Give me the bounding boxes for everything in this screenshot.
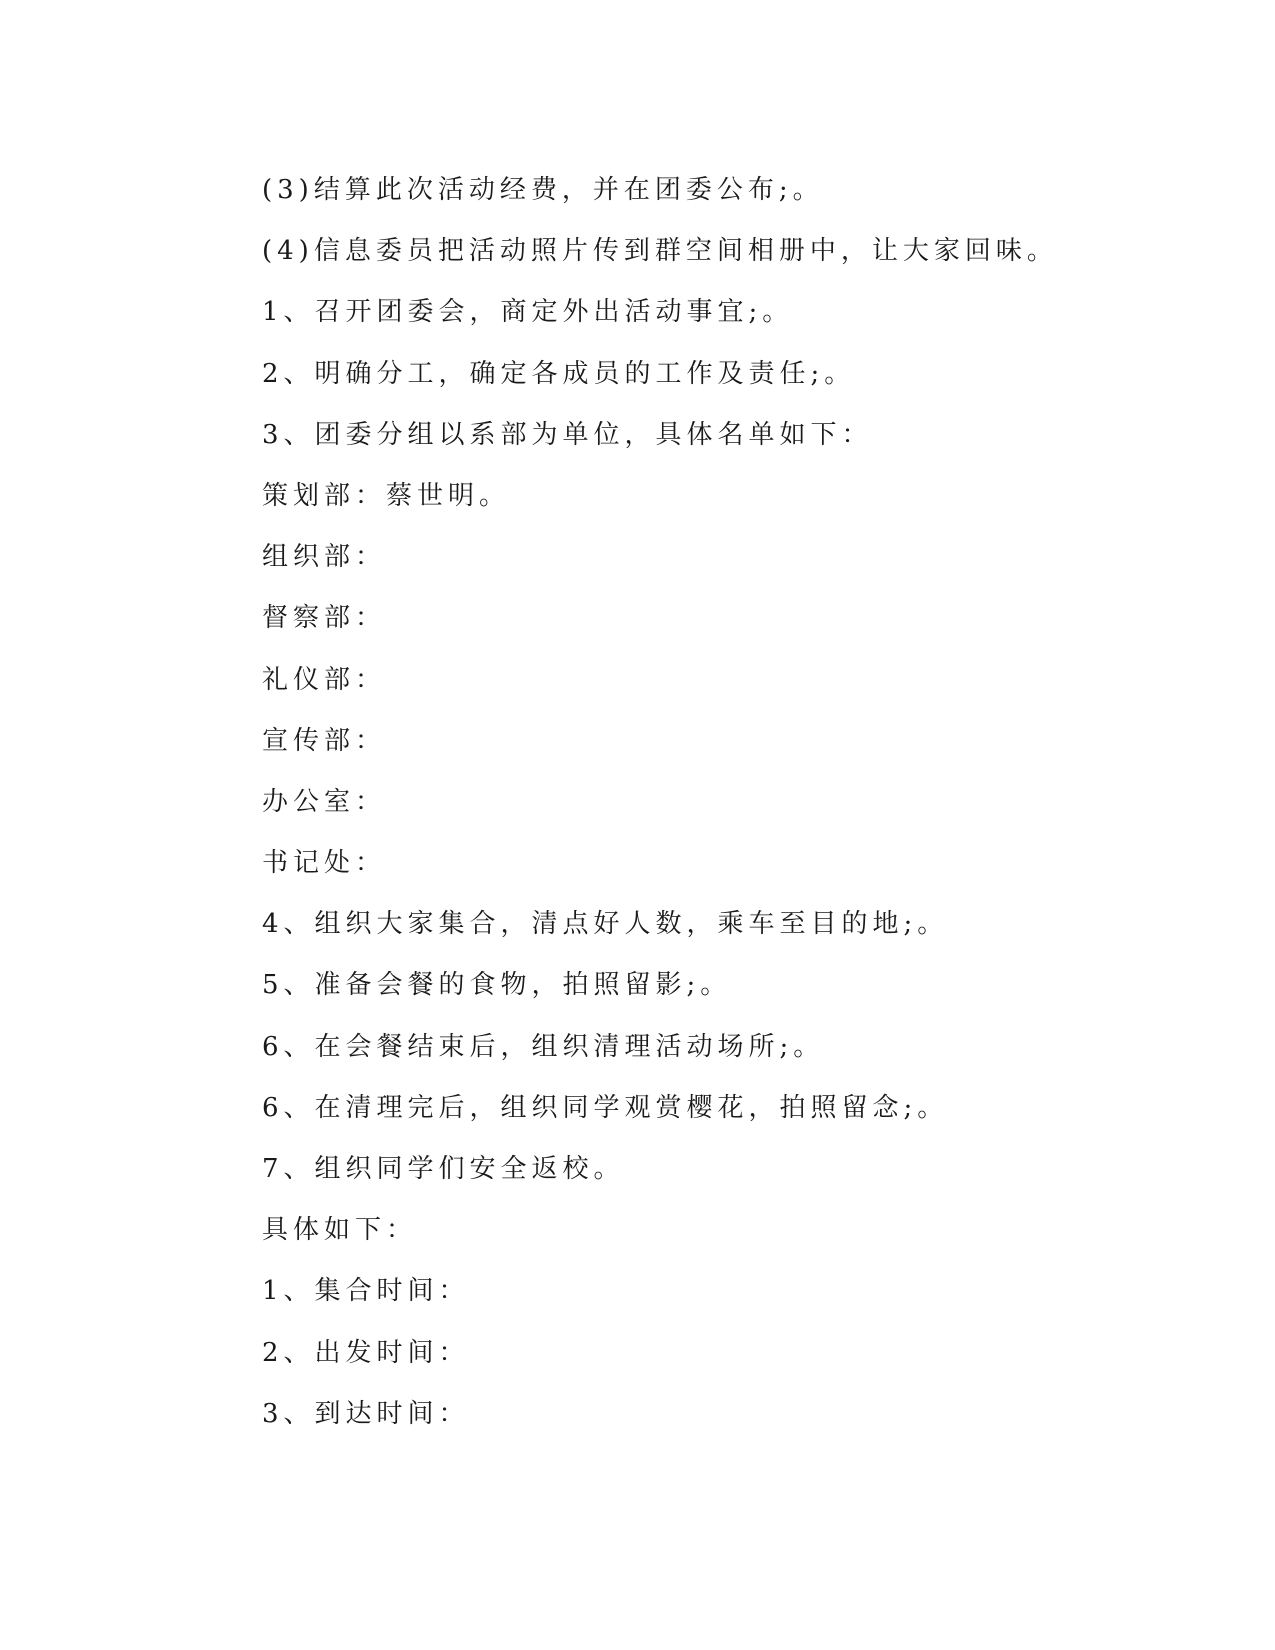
dept-etiquette: 礼仪部： [262, 664, 387, 695]
step-2-division-of-work: 2、明确分工，确定各成员的工作及责任;。 [262, 358, 856, 389]
dept-secretariat: 书记处： [262, 848, 387, 879]
step-1-meeting: 1、召开团委会，商定外出活动事宜;。 [262, 297, 794, 328]
step-5-prepare-food: 5、准备会餐的食物，拍照留影;。 [262, 970, 732, 1001]
step-4-gather: 4、组织大家集合，清点好人数，乘车至目的地;。 [262, 909, 949, 940]
dept-organization: 组织部： [262, 542, 387, 573]
arrival-time: 3、到达时间： [262, 1398, 470, 1429]
details-heading: 具体如下： [262, 1215, 418, 1246]
dept-office: 办公室： [262, 786, 387, 817]
dept-publicity: 宣传部： [262, 725, 387, 756]
document-page [262, 160, 1058, 1445]
step-6-view-blossoms: 6、在清理完后，组织同学观赏樱花，拍照留念;。 [262, 1092, 949, 1123]
step-3-group-list: 3、团委分组以系部为单位，具体名单如下： [262, 419, 873, 450]
dept-supervision: 督察部： [262, 603, 387, 634]
dept-planning: 策划部：蔡世明。 [262, 480, 511, 511]
item-4-upload-photos: (4)信息委员把活动照片传到群空间相册中，让大家回味。 [262, 236, 1058, 267]
step-7-return: 7、组织同学们安全返校。 [262, 1154, 625, 1184]
departure-time: 2、出发时间： [262, 1337, 470, 1368]
item-3-settle-expenses: (3)结算此次活动经费，并在团委公布;。 [262, 175, 824, 205]
gather-time: 1、集合时间： [262, 1276, 470, 1307]
step-6-clean-up: 6、在会餐结束后，组织清理活动场所;。 [262, 1031, 825, 1062]
